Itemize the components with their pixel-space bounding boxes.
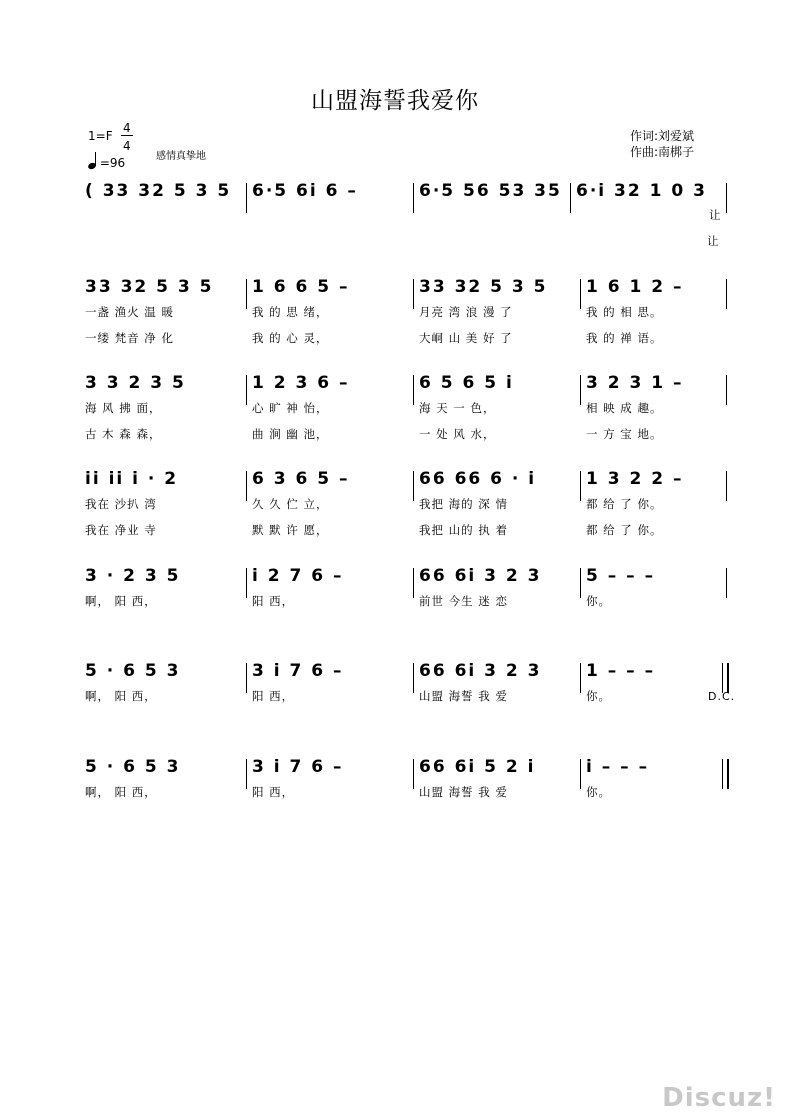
lyric-line: 前世 今生 迷 恋 [419, 594, 508, 608]
barline [246, 759, 247, 789]
lyric-verse-2: 我 的 心 灵， [252, 331, 329, 345]
measure-notes: 66 6i 5 2 i [419, 757, 536, 777]
lyric-verse-2: 一 方 宝 地。 [586, 427, 663, 441]
measure-notes: 3 i 7 6 – [252, 661, 344, 681]
barline [726, 471, 727, 501]
lyric-verse-1: 我 的 相 思。 [586, 305, 663, 319]
measure-notes: 3 i 7 6 – [252, 757, 344, 777]
measure-notes: 6 5 6 5 i [419, 373, 514, 393]
measure-notes: 33 32 5 3 5 [85, 277, 214, 297]
tempo-value: =96 [99, 156, 126, 170]
lyric-verse-2: 古 木 森 森， [85, 427, 162, 441]
barline [726, 375, 727, 405]
lyric-verse-1: 月亮 湾 浪 漫 了 [419, 305, 513, 319]
measure-notes: 66 6i 3 2 3 [419, 661, 542, 681]
barline [580, 375, 581, 405]
barline [580, 663, 581, 693]
measure-notes: i 2 7 6 – [252, 566, 344, 586]
lyric-verse-1: 我在 沙扒 湾 [85, 497, 157, 511]
barline [413, 568, 414, 598]
lyric-verse-2: 一缕 梵音 净 化 [85, 331, 174, 345]
barline [413, 471, 414, 501]
measure-notes: 5 – – – [586, 566, 656, 586]
barline [413, 183, 414, 213]
lyric-verse-2: 都 给 了 你。 [586, 523, 663, 537]
lyric-verse-1: 海 天 一 色， [419, 401, 496, 415]
lyric-line: 山盟 海誓 我 爱 [419, 785, 508, 799]
lyricist-credit: 作词:刘爱斌 [630, 129, 695, 143]
barline [246, 471, 247, 501]
lyric-verse-1: 心 旷 神 怡， [252, 401, 329, 415]
measure-notes: 33 32 5 3 5 [419, 277, 548, 297]
measure-notes: 5 · 6 5 3 [85, 661, 181, 681]
barline [726, 279, 727, 309]
expression-mark: 感情真挚地 [156, 151, 206, 162]
quarter-note-icon [87, 162, 97, 170]
lyric-verse-1: 相 映 成 趣。 [586, 401, 663, 415]
measure-notes: 1 3 2 2 – [586, 469, 684, 489]
lyric-verse-1: 都 给 了 你。 [586, 497, 663, 511]
lyric-line: 阳 西， [252, 785, 295, 799]
lyric-verse-1: 一盏 渔火 温 暖 [85, 305, 174, 319]
lyric-line: 啊， 阳 西， [85, 689, 157, 703]
measure-notes: i – – – [586, 757, 650, 777]
measure-notes: 66 6i 3 2 3 [419, 566, 542, 586]
measure-notes: 3 2 3 1 – [586, 373, 684, 393]
measure-notes: ( 33 32 5 3 5 [85, 181, 232, 201]
song-title: 山盟海誓我爱你 [311, 88, 479, 114]
measure-notes: 3 · 2 3 5 [85, 566, 181, 586]
measure-notes: 1 6 6 5 – [252, 277, 350, 297]
lyric-line: 啊， 阳 西， [85, 594, 157, 608]
lyric-line: 你。 [586, 594, 611, 608]
lyric-line: 阳 西， [252, 689, 295, 703]
measure-notes: 1 6 1 2 – [586, 277, 684, 297]
lyric-line: 山盟 海誓 我 爱 [419, 689, 508, 703]
measure-notes: 66 66 6 · i [419, 469, 537, 489]
tempo-mark [88, 152, 125, 170]
pickup-lyric: 让 [709, 208, 722, 222]
pickup-lyric: 让 [707, 234, 720, 248]
barline [413, 279, 414, 309]
barline [246, 568, 247, 598]
time-signature-bottom: 4 [123, 139, 131, 153]
lyric-verse-2: 一 处 风 水， [419, 427, 496, 441]
barline [580, 279, 581, 309]
double-barline [722, 759, 729, 789]
barline [726, 183, 727, 213]
barline [580, 759, 581, 789]
measure-notes: 1 – – – [586, 661, 656, 681]
lyric-verse-2: 我把 山的 执 着 [419, 523, 508, 537]
lyric-verse-2: 我 的 禅 语。 [586, 331, 663, 345]
lyric-line: 阳 西， [252, 594, 295, 608]
lyric-line: 你。 [586, 689, 611, 703]
barline [246, 183, 247, 213]
barline [570, 183, 571, 213]
key-signature: 1=F [88, 129, 113, 143]
measure-notes: 5 · 6 5 3 [85, 757, 181, 777]
barline [580, 568, 581, 598]
lyric-verse-1: 我把 海的 深 情 [419, 497, 508, 511]
lyric-verse-1: 海 风 拂 面， [85, 401, 162, 415]
double-barline [722, 663, 729, 693]
barline [580, 471, 581, 501]
lyric-line: 你。 [586, 785, 611, 799]
measure-notes: 6·5 56 53 35 [419, 181, 562, 201]
time-signature-line [121, 135, 133, 136]
time-signature-top: 4 [123, 121, 131, 135]
measure-notes: 1 2 3 6 – [252, 373, 350, 393]
lyric-verse-2: 我在 净业 寺 [85, 523, 157, 537]
measure-notes: 6 3 6 5 – [252, 469, 350, 489]
lyric-verse-2: 曲 涧 幽 池， [252, 427, 329, 441]
lyric-line: 啊， 阳 西， [85, 785, 157, 799]
measure-notes: 6·5 6i 6 – [252, 181, 358, 201]
da-capo-mark: D.C. [708, 690, 736, 703]
measure-notes: ii ii i · 2 [85, 469, 179, 489]
watermark-logo: Discuz! [662, 1083, 776, 1113]
barline [413, 375, 414, 405]
measure-notes: 3 3 2 3 5 [85, 373, 186, 393]
composer-credit: 作曲:南梆子 [630, 145, 695, 159]
lyric-verse-1: 久 久 伫 立， [252, 497, 329, 511]
measure-notes: 6·i 32 1 0 3 [576, 181, 707, 201]
barline [726, 568, 727, 598]
barline [246, 663, 247, 693]
lyric-verse-1: 我 的 思 绪， [252, 305, 329, 319]
barline [246, 279, 247, 309]
lyric-verse-2: 大峒 山 美 好 了 [419, 331, 513, 345]
barline [413, 759, 414, 789]
barline [246, 375, 247, 405]
barline [413, 663, 414, 693]
lyric-verse-2: 默 默 许 愿， [252, 523, 329, 537]
